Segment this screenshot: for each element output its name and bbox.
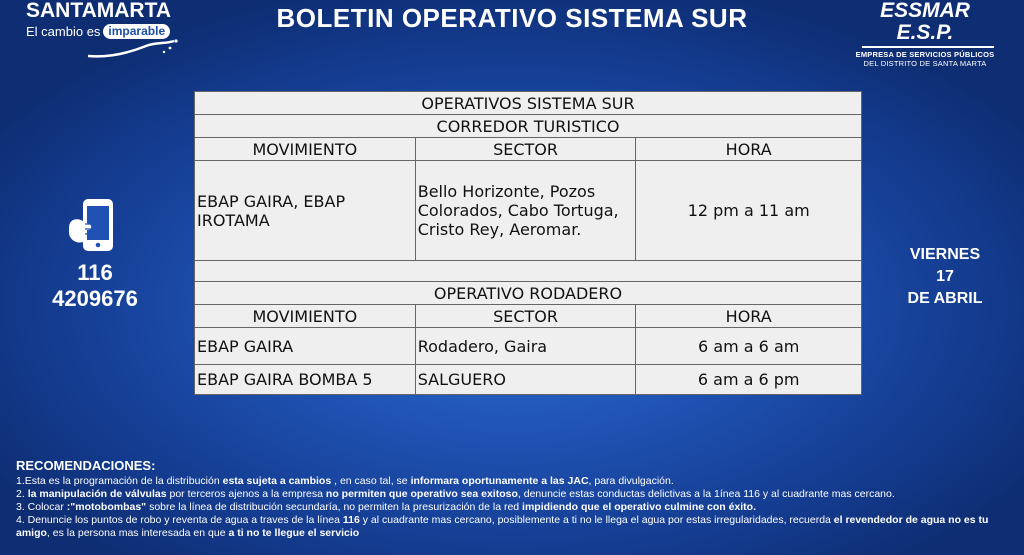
rec2-bold: no permiten que operativo sea exitoso [325, 488, 518, 500]
section-title-corredor: CORREDOR TURISTICO [195, 115, 862, 138]
rec4-bold: el revendedor de agua no es tu amigo [16, 514, 989, 539]
cell-hora: 6 am a 6 am [636, 328, 862, 365]
operations-table [194, 91, 862, 395]
cell-movimiento: EBAP GAIRA BOMBA 5 [195, 365, 416, 395]
rec1-text: 1.Esta es la programación de la distribución [16, 475, 223, 487]
rec4-text: , es la persona mas interesada en que [46, 527, 229, 539]
slogan-highlight: imparable [103, 24, 170, 39]
cell-sector: Rodadero, Gaira [415, 328, 636, 365]
rec3-bold: impidiendo que el operativo culmine con éxito. [522, 501, 756, 513]
cell-hora: 12 pm a 11 am [636, 161, 862, 261]
rec4-text: 4. Denuncie los puntos de robo y reventa de agua a traves de la línea [16, 514, 343, 526]
rec2-text: por terceros ajenos a la empresa [166, 488, 326, 500]
recommendation-4 [16, 514, 1016, 540]
table-row [195, 365, 862, 395]
header-sector: SECTOR [415, 138, 636, 161]
recommendation-3 [16, 501, 1016, 514]
rec3-text: sobre la línea de distribución secundaría, no permiten la presurización de la red [146, 501, 523, 513]
cell-hora: 6 am a 6 pm [636, 365, 862, 395]
table-title: OPERATIVOS SISTEMA SUR [195, 92, 862, 115]
table-header-row [195, 305, 862, 328]
rec1-bold: informara oportunamente a las JAC [410, 475, 589, 487]
section-title-row [195, 115, 862, 138]
santamarta-wordmark: SANTAMARTA [26, 0, 172, 22]
rec1-text: , para divulgación. [588, 475, 674, 487]
date-block [900, 244, 990, 310]
cell-movimiento: EBAP GAIRA [195, 328, 416, 365]
recommendations-title: RECOMENDACIONES: [16, 458, 156, 473]
rec1-bold: esta sujeta a cambios [222, 475, 332, 487]
spacer-cell [195, 261, 862, 282]
rec2-text: 2. [16, 488, 28, 500]
rec1-text: , en caso tal, se [331, 475, 411, 487]
header-sector: SECTOR [415, 305, 636, 328]
slogan-prefix: El cambio es [26, 24, 101, 39]
table-title-row [195, 92, 862, 115]
table-row [195, 161, 862, 261]
rec2-bold: la manipulación de válvulas [27, 488, 167, 500]
date-day: VIERNES [909, 246, 981, 263]
recommendation-1 [16, 475, 1016, 488]
date-month: DE ABRIL [907, 290, 983, 307]
date-number: 17 [936, 268, 954, 285]
cell-sector: Bello Horizonte, Pozos Colorados, Cabo Tortuga, Cristo Rey, Aeromar. [415, 161, 636, 261]
spacer-row [195, 261, 862, 282]
section-title-rodadero: OPERATIVO RODADERO [195, 282, 862, 305]
header-movimiento: MOVIMIENTO [195, 138, 416, 161]
cell-movimiento: EBAP GAIRA, EBAP IROTAMA [195, 161, 416, 261]
rec4-bold: a ti no te llegue el servicio [228, 527, 360, 539]
header-hora: HORA [636, 138, 862, 161]
table-row [195, 328, 862, 365]
recommendation-2 [16, 488, 1016, 501]
rec3-bold: :"motobombas" [66, 501, 147, 513]
rec2-text: , denuncie estas conductas delictivas a la 1ínea 116 y al cuadrante mas cercano. [517, 488, 895, 500]
essmar-subtitle-1: EMPRESA DE SERVICIOS PÚBLICOS [855, 50, 995, 59]
essmar-subtitle-2: DEL DISTRITO DE SANTA MARTA [863, 59, 987, 68]
smartphone-icon [65, 198, 125, 254]
essmar-wordmark: ESSMAR E.S.P. [880, 0, 970, 44]
rec4-text: y al cuadrante mas cercano, posiblemente a ti no le llega el agua por estas irregularidades, recuerda [359, 514, 834, 526]
phone-short-number: 116 [77, 260, 113, 285]
header-hora: HORA [636, 305, 862, 328]
header-movimiento: MOVIMIENTO [195, 305, 416, 328]
rec3-text: 3. Colocar [16, 501, 67, 513]
wave-icon [86, 38, 181, 60]
table-header-row [195, 138, 862, 161]
recommendations [16, 458, 1016, 540]
essmar-logo [850, 0, 1000, 68]
cell-sector: SALGUERO [415, 365, 636, 395]
contact-block [40, 198, 150, 312]
rec4-bold: 116 [342, 514, 360, 526]
page-title: BOLETIN OPERATIVO SISTEMA SUR [276, 3, 748, 33]
logo-divider [862, 46, 994, 48]
phone-long-number: 4209676 [52, 286, 138, 311]
section-title-row [195, 282, 862, 305]
